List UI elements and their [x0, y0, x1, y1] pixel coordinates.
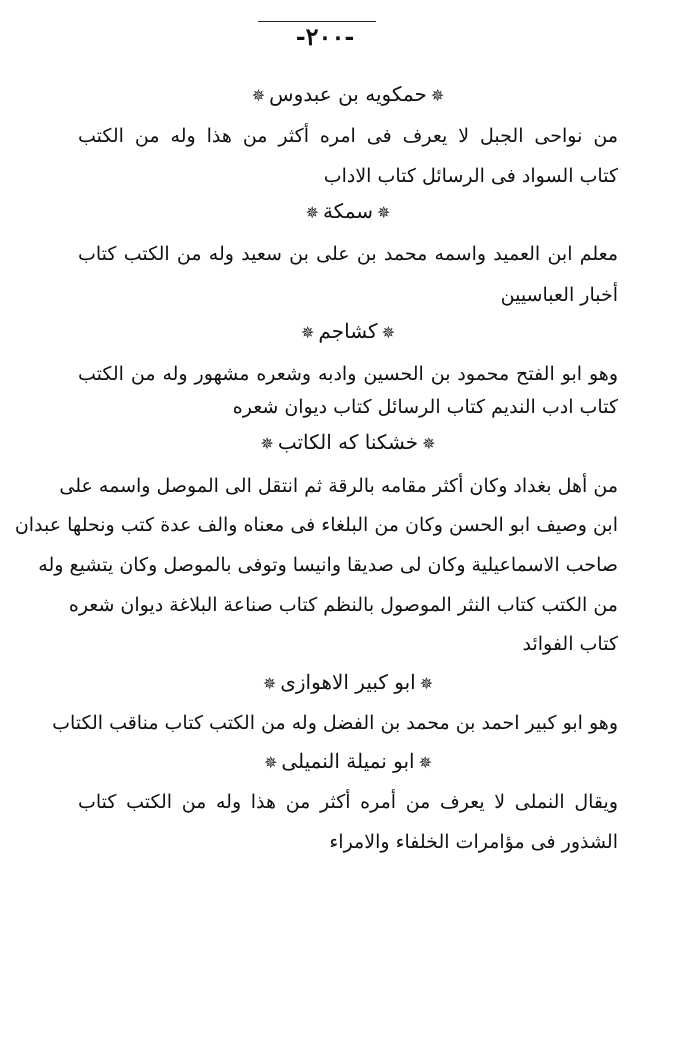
entry-heading — [0, 193, 696, 229]
text-line: من الكتب كتاب النثر الموصول بالنظم كتاب صناعة البلاغة ديوان شعره — [68, 594, 618, 616]
heading-text: خشكنا كه الكاتب — [277, 430, 419, 454]
ornament-icon: ✵ — [377, 203, 391, 222]
text-line: ابن وصيف ابو الحسن وكان من البلغاء فى معناه والف عدة كتب ونحلها عبدان — [14, 514, 618, 536]
text-line: معلم ابن العميد واسمه محمد بن على بن سعيد وله من الكتب كتاب — [78, 243, 618, 265]
ornament-icon: ✵ — [260, 434, 274, 453]
text-line: من أهل بغداد وكان أكثر مقامه بالرقة ثم انتقل الى الموصل واسمه على — [59, 475, 618, 497]
ornament-icon: ✵ — [419, 674, 434, 693]
ornament-icon: ✵ — [262, 674, 277, 693]
ornament-icon: ✵ — [381, 323, 395, 342]
text-line: صاحب الاسماعيلية وكان لى صديقا وانيسا وتوفى بالموصل وكان يتشيع وله — [38, 554, 618, 576]
text-line: أخبار العباسيين — [500, 284, 618, 306]
ornament-icon: ✵ — [422, 434, 436, 453]
text-line: وهو ابو الفتح محمود بن الحسين وادبه وشعره مشهور وله من الكتب — [78, 363, 618, 385]
text-line: ويقال النملى لا يعرف من أمره أكثر من هذا وله من الكتب كتاب — [78, 791, 618, 813]
ornament-icon: ✵ — [430, 86, 445, 105]
ornament-icon: ✵ — [301, 323, 315, 342]
entry-heading — [0, 424, 696, 460]
entry-heading — [0, 313, 696, 349]
heading-text: حمكويه بن عبدوس — [269, 82, 427, 106]
heading-text: ابو كبير الاهوازى — [280, 670, 416, 694]
entry-heading — [0, 76, 696, 112]
ornament-icon: ✵ — [263, 753, 278, 772]
ornament-icon: ✵ — [305, 203, 319, 222]
text-line: كتاب ادب النديم كتاب الرسائل كتاب ديوان شعره — [232, 396, 618, 418]
page-number: -٢٠٠- — [295, 22, 355, 51]
ornament-icon: ✵ — [418, 753, 433, 772]
text-line: كتاب السواد فى الرسائل كتاب الاداب — [323, 165, 618, 187]
text-line: الشذور فى مؤامرات الخلفاء والامراء — [329, 831, 618, 853]
ornament-icon: ✵ — [251, 86, 266, 105]
entry-heading — [0, 743, 696, 779]
heading-text: سمكة — [322, 199, 374, 223]
text-line: وهو ابو كبير احمد بن محمد بن الفضل وله من الكتب كتاب مناقب الكتاب — [52, 712, 618, 734]
text-line: كتاب الفوائد — [522, 633, 618, 655]
text-line: من نواحى الجبل لا يعرف فى امره أكثر من هذا وله من الكتب — [78, 125, 618, 147]
heading-text: كشاجم — [318, 319, 378, 343]
heading-text: ابو نميلة النميلى — [281, 749, 415, 773]
entry-heading — [0, 664, 696, 700]
